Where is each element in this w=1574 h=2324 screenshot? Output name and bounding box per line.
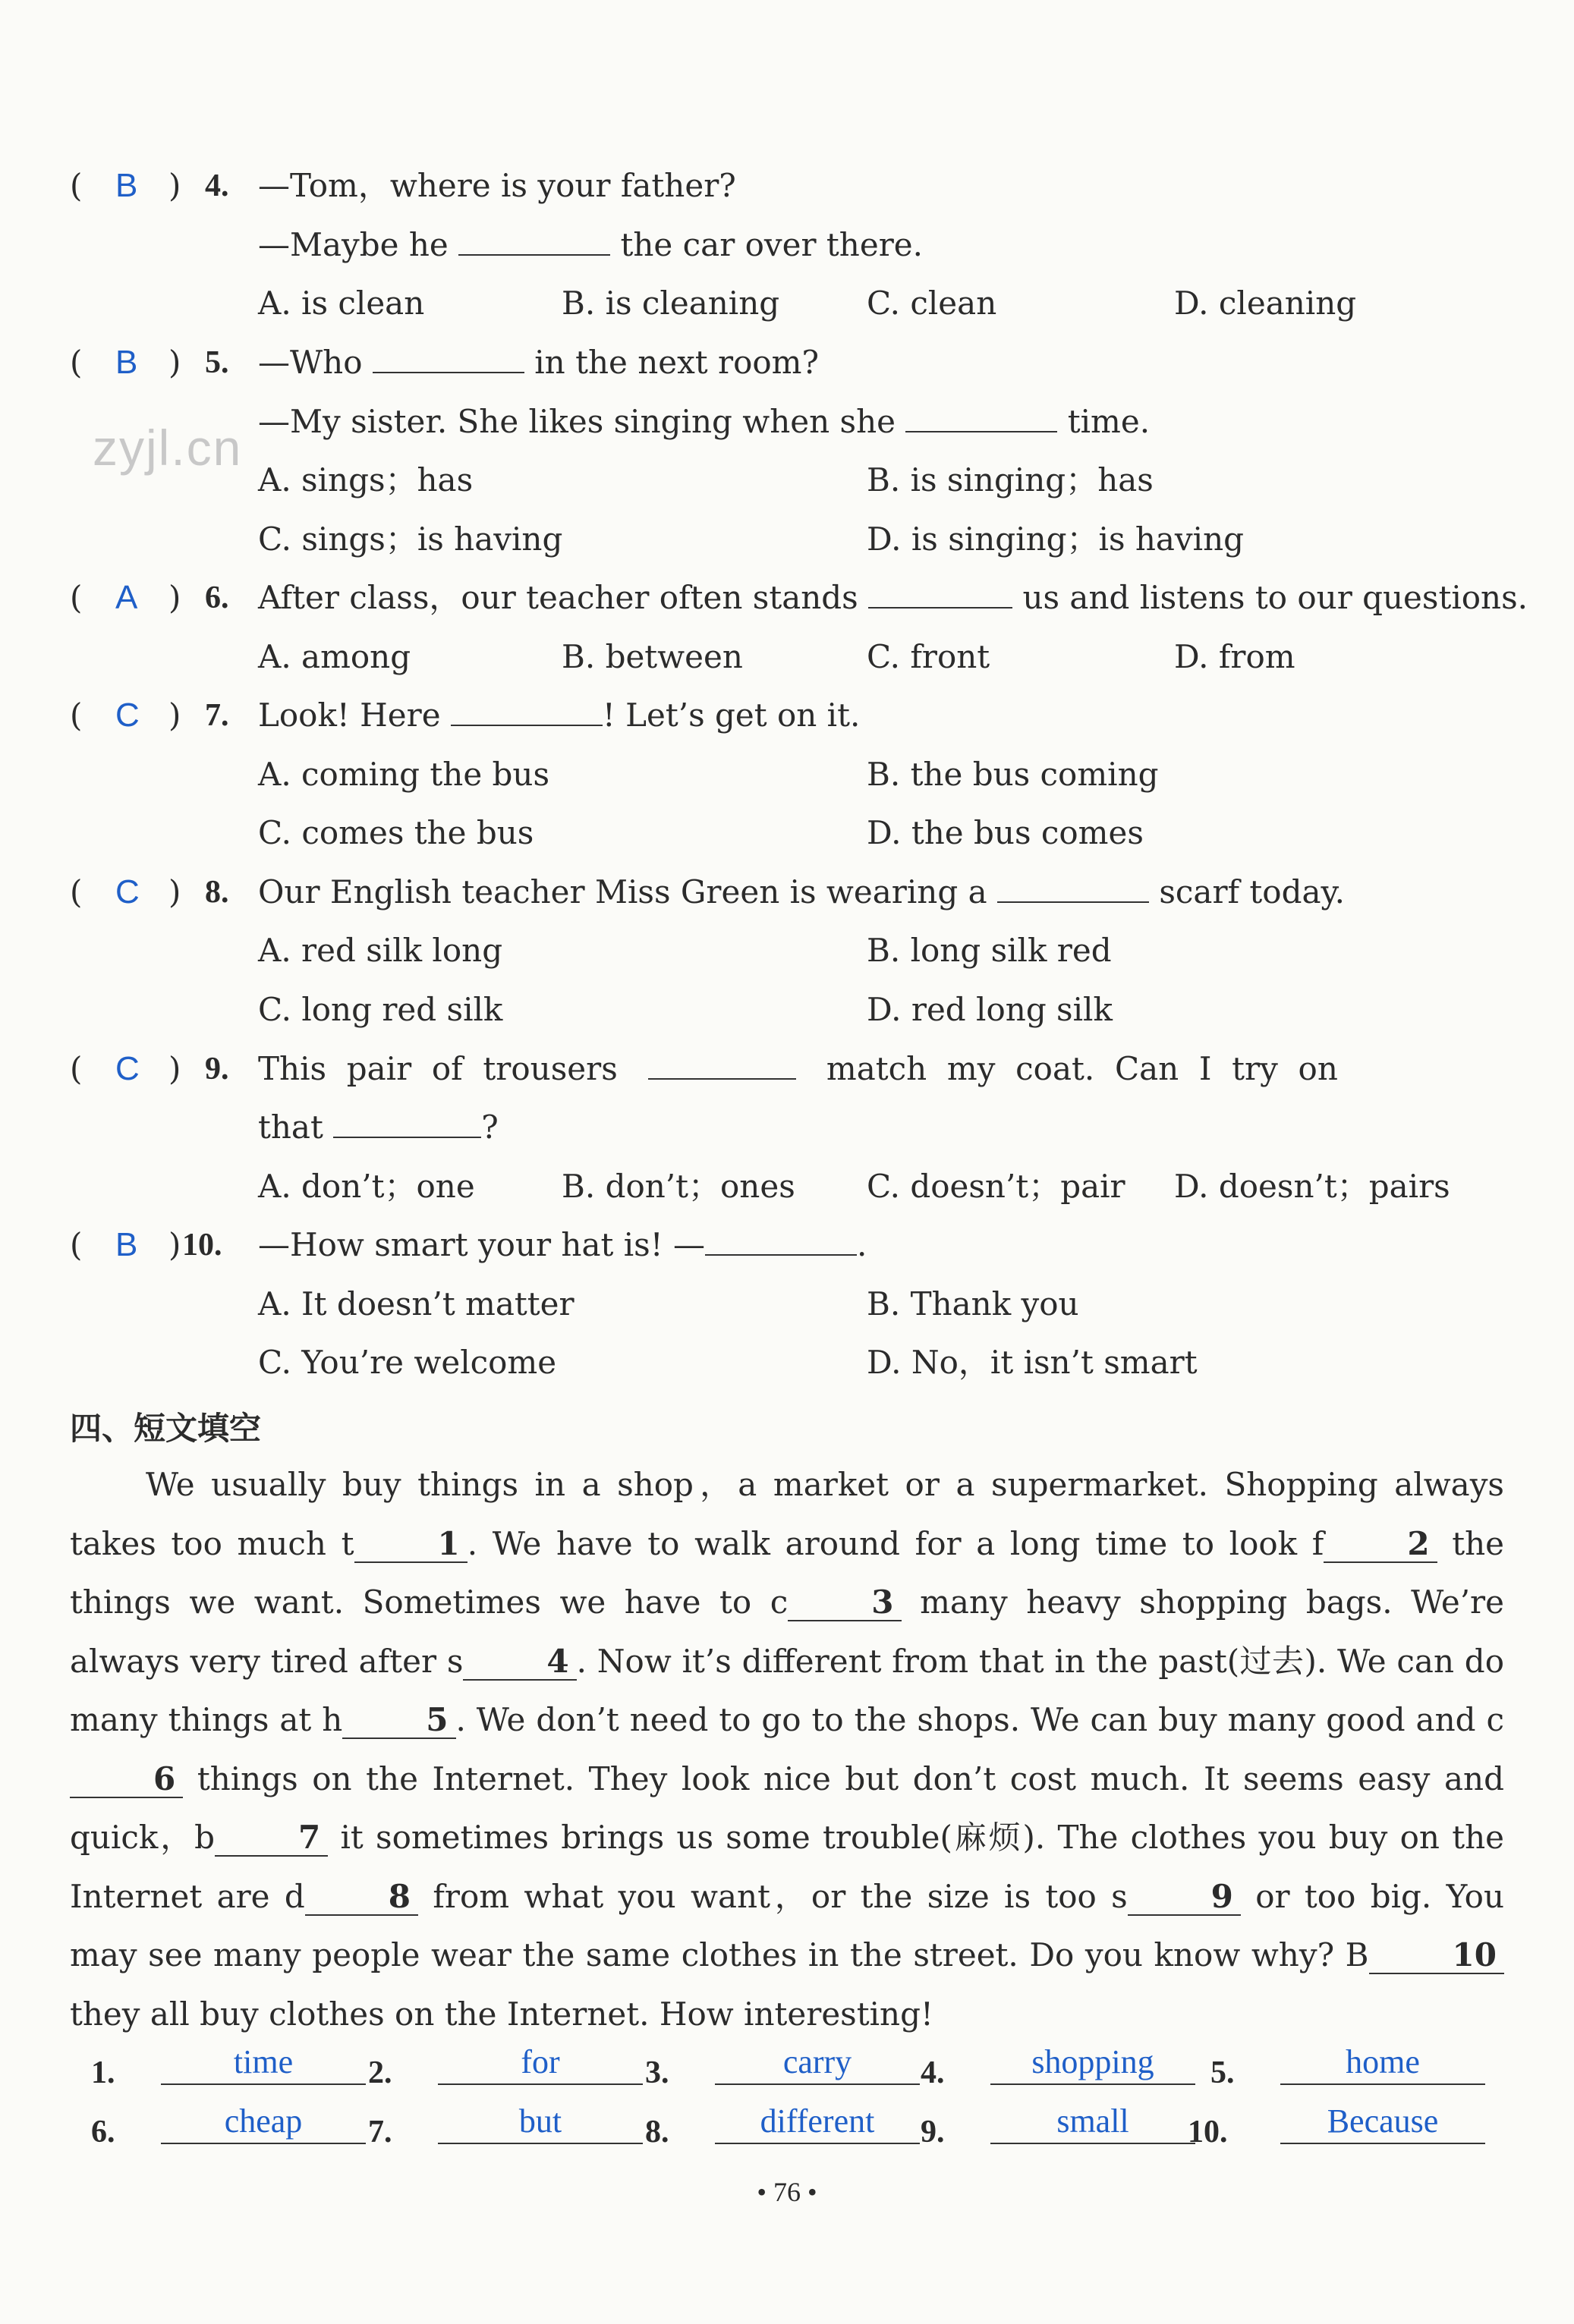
passage-blank: 2: [1324, 1527, 1437, 1563]
answer-letter: B: [115, 1226, 138, 1263]
option-a: A. It doesn’t matter: [258, 1285, 575, 1322]
answer-cell: 7. but: [368, 2100, 649, 2153]
answer-blank: [451, 693, 603, 726]
answer-cell: 2. for: [368, 2041, 649, 2094]
answer-word: for: [438, 2041, 643, 2085]
answer-blank: [705, 1222, 857, 1256]
option-b: B. long silk red: [867, 932, 1112, 969]
options-row: [70, 458, 1504, 503]
option-c: C. sings；is having: [258, 520, 563, 558]
answer-letter: C: [115, 697, 140, 734]
option-d: D. cleaning: [1174, 285, 1357, 322]
answer-blank: [997, 870, 1149, 903]
answer-blank: [905, 399, 1057, 432]
answer-word: carry: [715, 2041, 920, 2085]
option-d: D. No，it isn’t smart: [867, 1344, 1198, 1381]
option-b: B. don’t；ones: [562, 1168, 795, 1205]
question-7: ( C ) 7. Look! Here ! Let’s get on it.: [70, 693, 1504, 738]
option-a: A. is clean: [258, 285, 425, 322]
question-number: 5.: [205, 345, 229, 380]
answer-cell: 9. small: [921, 2100, 1201, 2153]
answer-blank: [648, 1046, 796, 1080]
answer-letter: C: [115, 1050, 140, 1087]
options-row: [70, 752, 1504, 797]
option-a: A. sings；has: [258, 461, 474, 498]
answer-word: shopping: [990, 2041, 1195, 2085]
option-d: D. is singing；is having: [867, 520, 1245, 558]
answer-cell: 6. cheap: [91, 2100, 372, 2153]
worksheet-page: zyjl.cn ( B ) 4. —Tom，where is your father? —Maybe he the car over there. A. is clean B. is cleaning C. clean D. cleaning ( B ) 5. —Who in the next room? —My sister. She likes singing when she time. A. sings；has B. is singing；has C. sings；is having D. is singing；is having ( A ) 6. After class，our teacher often stands us and listens to our questions. A. among B. between C. front D. from ( C ) 7. Look! Here ! Let’s get on it. A. coming the bus B. the bus coming C. comes the bus D. the bus comes ( C ) 8. Our English teacher Miss Green is wearing a scarf today. A. red silk long B. long silk red C. long red silk D. red long silk ( C ) 9. This pair of trousers match my coat. Can I try on that ? A. don’t；one B. don’t；ones C. doesn’t；pair D. doesn’t；pairs ( B ) 10. —How smart your hat is! — . A. It doesn’t matter B. Thank you C. You’re welcome D. No，it isn’t smart 四、短文填空 We usually buy things in a shop，a market or a supermarket. Shopping always takes too much t 1 . We have to walk around for a long time to look f 2 the things we want. Sometimes we have to c 3 many heavy shopping bags. We’re always very tired after s 4 . Now it’s different from that in the past(过去). We can do many things at h 5 . We don’t need to go to the shops. We can buy many good and c6 things on the Internet. They look nice but don’t cost much. It seems easy and quick，b 7 it sometimes brings us some trouble(麻烦). The clothes you buy on the Internet are d 8 from what you want，or the size is too s 9 or too big. You may see many people wear the same clothes in the street. Do you know why? B 10 they all buy clothes on the Internet. How interesting! 1. time 2. for 3. carry 4. shopping 5. home 6. cheap 7. but 8. different 9. small 10. Because • 76 •: [0, 0, 1574, 2324]
options-row: [70, 1164, 1504, 1209]
options-row: [70, 634, 1504, 680]
answer-cell: 4. shopping: [921, 2041, 1201, 2094]
options-row: [70, 810, 1504, 856]
answer-blank: [868, 575, 1012, 609]
question-number: 6.: [205, 580, 229, 615]
cloze-passage: We usually buy things in a shop，a market or a supermarket. Shopping always takes too much t 1 . We have to walk around for a long time to look f 2 the things we want. Sometimes we have to c 3 many heavy shopping bags. We’re always very tired after s 4 . Now it’s different from that in the past(过去). We can do many things at h 5 . We don’t need to go to the shops. We can buy many good and c6 things on the Internet. They look nice but don’t cost much. It seems easy and quick，b 7 it sometimes brings us some trouble(麻烦). The clothes you buy on the Internet are d 8 from what you want，or the size is too s 9 or too big. You may see many people wear the same clothes in the street. Do you know why? B 10 they all buy clothes on the Internet. How interesting!: [70, 1466, 1505, 2033]
question-number: 9.: [205, 1052, 229, 1087]
options-row: [70, 517, 1504, 562]
option-c: C. clean: [867, 285, 997, 322]
option-a: A. don’t；one: [258, 1168, 475, 1205]
question-number: 4.: [205, 168, 229, 203]
option-c: C. comes the bus: [258, 814, 534, 851]
option-c: C. doesn’t；pair: [867, 1168, 1125, 1205]
question-number: 10.: [182, 1228, 222, 1263]
answer-letter: A: [115, 579, 138, 616]
question-6: ( A ) 6. After class，our teacher often stands us and listens to our questions.: [70, 575, 1504, 621]
answer-row-1: [70, 2041, 1504, 2094]
options-row: [70, 1282, 1504, 1327]
answer-cell: 5. home: [1210, 2041, 1491, 2094]
options-row: [70, 281, 1504, 326]
answer-cell: 3. carry: [645, 2041, 926, 2094]
passage-blank: 6: [70, 1762, 183, 1798]
answer-blank: [458, 222, 610, 256]
page-number: • 76 •: [757, 2177, 817, 2207]
option-b: B. is singing；has: [867, 461, 1154, 498]
answer-blank: [373, 340, 524, 373]
option-d: D. red long silk: [867, 991, 1113, 1028]
options-row: [70, 928, 1504, 973]
passage-blank: 3: [788, 1585, 901, 1621]
option-b: B. the bus coming: [867, 756, 1159, 793]
passage-blank: 8: [305, 1879, 418, 1916]
answer-word: different: [715, 2100, 920, 2144]
passage-blank: 5: [342, 1703, 455, 1739]
option-a: A. among: [258, 638, 411, 675]
question-9: ( C ) 9. This pair of trousers match my coat. Can I try on: [70, 1046, 1504, 1092]
answer-word: cheap: [161, 2100, 366, 2144]
passage-blank: 1: [354, 1527, 467, 1563]
option-c: C. You’re welcome: [258, 1344, 557, 1381]
answer-blank: [333, 1105, 481, 1138]
option-d: D. doesn’t；pairs: [1174, 1168, 1450, 1205]
answer-word: time: [161, 2041, 366, 2085]
option-c: C. long red silk: [258, 991, 503, 1028]
answer-word: home: [1280, 2041, 1485, 2085]
question-10: ( B ) 10. —How smart your hat is! — .: [70, 1222, 1504, 1268]
options-row: [70, 987, 1504, 1033]
question-stem: —Tom，where is your father?: [258, 167, 736, 204]
option-b: B. Thank you: [867, 1285, 1079, 1322]
answer-cell: 8. different: [645, 2100, 926, 2153]
options-row: [70, 1340, 1504, 1385]
option-b: B. is cleaning: [562, 285, 780, 322]
answer-cell: 1. time: [91, 2041, 372, 2094]
question-5: ( B ) 5. —Who in the next room?: [70, 340, 1504, 385]
watermark: zyjl.cn: [93, 420, 243, 476]
answer-word: small: [990, 2100, 1195, 2144]
answer-letter: B: [115, 167, 138, 204]
passage-blank: 10: [1369, 1938, 1504, 1974]
answer-word: Because: [1280, 2100, 1485, 2144]
option-d: D. from: [1174, 638, 1295, 675]
passage-blank: 4: [463, 1644, 576, 1681]
option-a: A. coming the bus: [258, 756, 550, 793]
question-number: 7.: [205, 698, 229, 733]
passage-blank: 7: [215, 1820, 328, 1857]
option-c: C. front: [867, 638, 990, 675]
option-d: D. the bus comes: [867, 814, 1144, 851]
answer-word: but: [438, 2100, 643, 2144]
answer-letter: C: [115, 873, 140, 910]
option-a: A. red silk long: [258, 932, 503, 969]
answer-cell: 10. Because: [1210, 2100, 1491, 2153]
question-8: ( C ) 8. Our English teacher Miss Green is wearing a scarf today.: [70, 870, 1504, 915]
question-number: 8.: [205, 875, 229, 910]
passage-blank: 9: [1128, 1879, 1241, 1916]
answer-row-2: [70, 2100, 1504, 2153]
question-4: ( B ) 4. —Tom，where is your father?: [70, 163, 1504, 209]
answer-letter: B: [115, 344, 138, 381]
section-title: 四、短文填空: [70, 1410, 262, 1447]
option-b: B. between: [562, 638, 743, 675]
